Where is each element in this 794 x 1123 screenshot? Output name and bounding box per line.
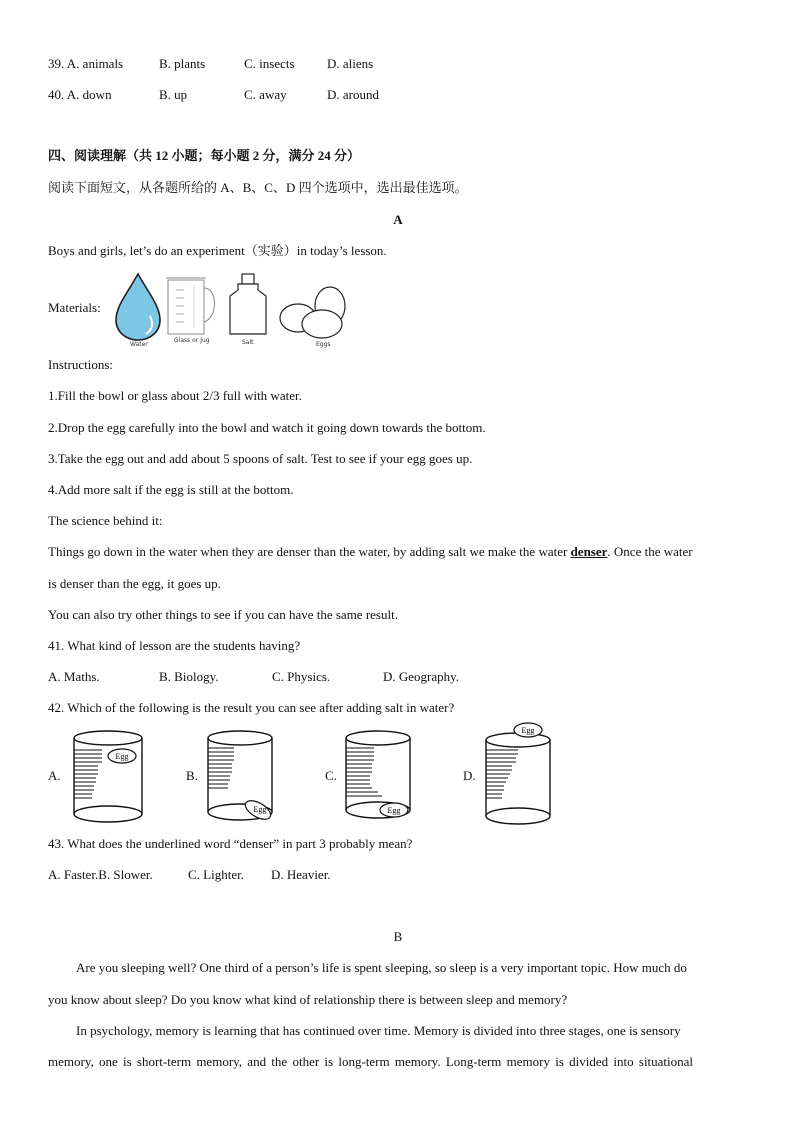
- egg-label: Egg: [253, 805, 267, 814]
- q42-option-a-figure: [70, 726, 146, 826]
- try-other-text: You can also try other things to see if you can have the same result.: [48, 607, 398, 622]
- passage-b-label: B: [393, 929, 403, 944]
- q42-option-a-label: A.: [48, 768, 61, 783]
- q39-option-a: 39. A. animals: [48, 56, 124, 71]
- section-title: 四、阅读理解（共 12 小题；每小题 2 分，满分 24 分）: [48, 148, 361, 163]
- passage-b-p2-line1: In psychology, memory is learning that has continued over time. Memory is divided into three stages, one is sensory: [76, 1023, 681, 1038]
- passage-a-intro: Boys and girls, let’s do an experiment（实验）in today’s lesson.: [48, 243, 387, 258]
- q41-stem: 41. What kind of lesson are the students having?: [48, 638, 301, 653]
- passage-b-p1-line2: you know about sleep? Do you know what kind of relationship there is between sleep and memory?: [48, 992, 568, 1007]
- q42-option-c-figure: [342, 726, 418, 826]
- passage-b-p2-line2: memory, one is short-term memory, and the other is long-term memory. Long-term memory is divided into situational: [48, 1054, 694, 1069]
- q40-option-d: D. around: [327, 87, 379, 102]
- q39-option-b: B. plants: [159, 56, 206, 71]
- q42-option-b-figure: [204, 726, 280, 826]
- egg-label: Egg: [387, 806, 401, 815]
- q43-option-d: D. Heavier.: [271, 867, 331, 882]
- salt-bottle-icon: [230, 274, 266, 346]
- q43-option-c: C. Lighter.: [188, 867, 244, 882]
- q43-option-a-b: A. Faster.B. Slower.: [48, 867, 153, 882]
- q42-stem: 42. Which of the following is the result you can see after adding salt in water?: [48, 700, 455, 715]
- passage-b-p1-line1: Are you sleeping well? One third of a person’s life is spent sleeping, so sleep is a very important topic. How much do: [76, 960, 687, 975]
- instructions-label: Instructions:: [48, 357, 113, 372]
- materials-label: Materials:: [48, 300, 101, 315]
- eggs-icon: [280, 287, 345, 348]
- q41-option-d: D. Geography.: [383, 669, 460, 684]
- science-label: The science behind it:: [48, 513, 163, 528]
- q40-option-b: B. up: [159, 87, 188, 102]
- water-drop-icon: [116, 274, 160, 348]
- science-text-line-2: is denser than the egg, it goes up.: [48, 576, 221, 591]
- q43-stem: 43. What does the underlined word “denser” in part 3 probably mean?: [48, 836, 413, 851]
- instruction-step-1: 1.Fill the bowl or glass about 2/3 full with water.: [48, 388, 302, 403]
- egg-label: Egg: [115, 752, 129, 761]
- q41-option-c: C. Physics.: [272, 669, 331, 684]
- instruction-step-2: 2.Drop the egg carefully into the bowl and watch it going down towards the bottom.: [48, 420, 486, 435]
- materials-image: [110, 268, 350, 348]
- q39-option-c: C. insects: [244, 56, 295, 71]
- science-text-line-1: Things go down in the water when they are denser than the water, by adding salt we make the water denser. Once the water: [48, 544, 693, 559]
- material-caption-water: Water: [130, 341, 148, 348]
- egg-label: Egg: [521, 726, 535, 735]
- material-caption-salt: Salt: [242, 339, 254, 346]
- q41-option-b: B. Biology.: [159, 669, 219, 684]
- q39-option-d: D. aliens: [327, 56, 374, 71]
- passage-a-label: A: [393, 212, 403, 227]
- glass-jug-icon: [166, 278, 215, 344]
- q42-option-c-label: C.: [325, 768, 337, 783]
- instruction-step-3: 3.Take the egg out and add about 5 spoons of salt. Test to see if your egg goes up.: [48, 451, 473, 466]
- q42-option-b-label: B.: [186, 768, 198, 783]
- q40-option-c: C. away: [244, 87, 287, 102]
- section-instruction: 阅读下面短文，从各题所给的 A、B、C、D 四个选项中，选出最佳选项。: [48, 180, 468, 195]
- material-caption-eggs: Eggs: [316, 341, 331, 348]
- instruction-step-4: 4.Add more salt if the egg is still at the bottom.: [48, 482, 294, 497]
- q41-option-a: A. Maths.: [48, 669, 100, 684]
- q42-option-d-label: D.: [463, 768, 476, 783]
- underlined-word-denser: denser: [570, 544, 608, 559]
- q42-option-d-figure: [482, 720, 558, 830]
- q40-option-a: 40. A. down: [48, 87, 112, 102]
- material-caption-glass: Glass or Jug: [174, 337, 210, 344]
